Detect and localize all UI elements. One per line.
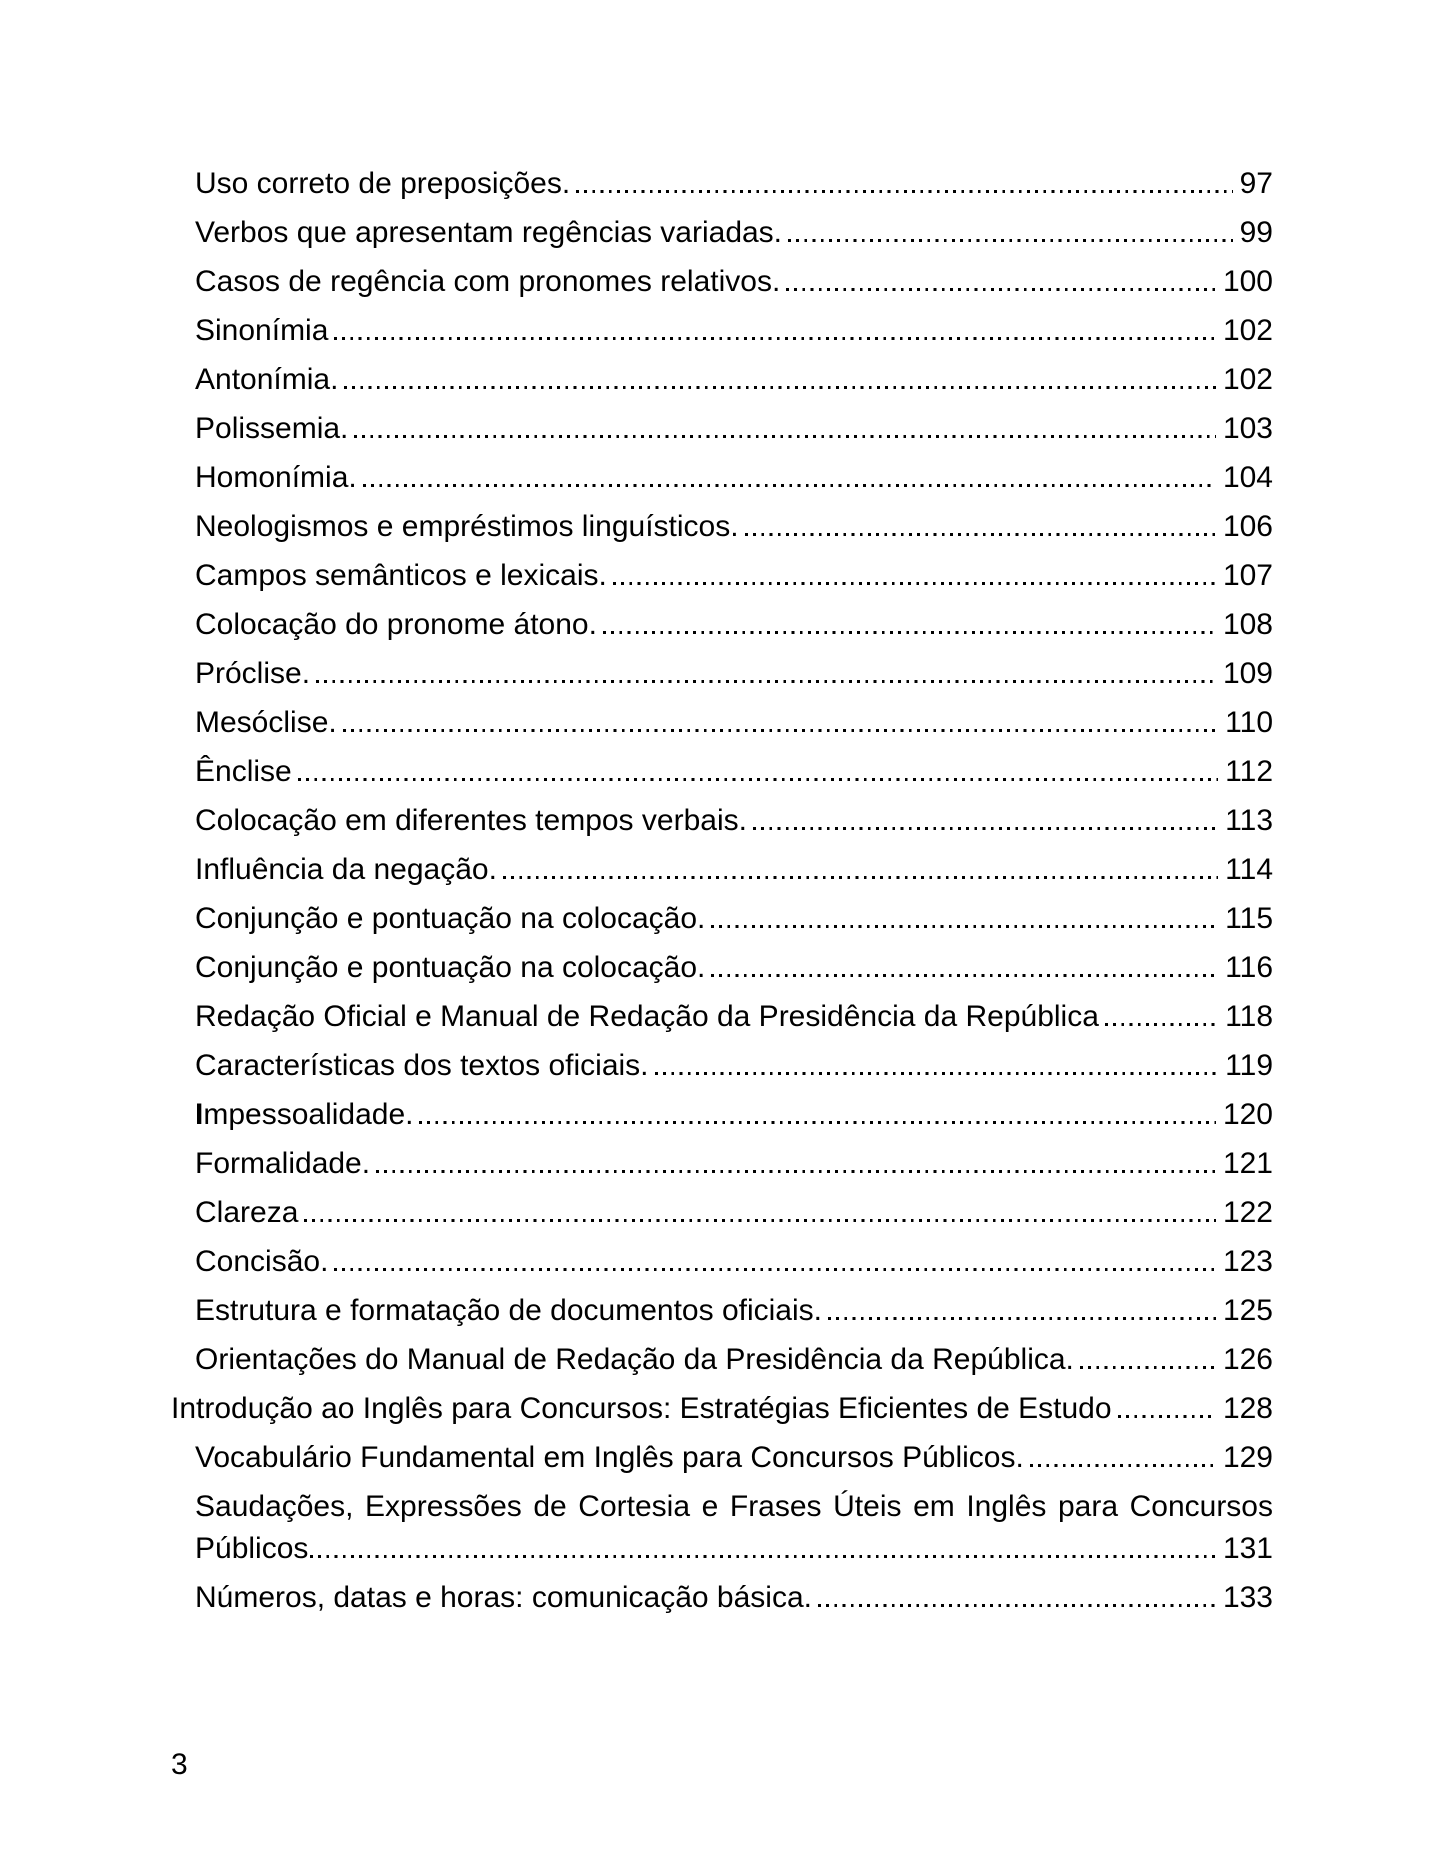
dot-leader [745, 533, 1216, 536]
dot-leader [343, 729, 1218, 732]
toc-entry [171, 506, 1273, 548]
toc-entry-line [195, 996, 1273, 1038]
toc-entry-line [195, 1192, 1273, 1234]
toc-page-number: 107 [1222, 559, 1273, 592]
toc-entry [171, 555, 1273, 597]
toc-entry-line [195, 653, 1273, 695]
toc-page-number: 104 [1222, 461, 1273, 494]
toc-entry [171, 1437, 1273, 1479]
toc-entry [171, 849, 1273, 891]
toc-page-number: 129 [1222, 1441, 1273, 1474]
toc-entry-line [195, 1528, 1273, 1570]
toc-page-number: 97 [1239, 167, 1273, 200]
dot-leader [304, 1219, 1216, 1222]
toc-entry-label: Vocabulário Fundamental em Inglês para Concursos Públicos. [195, 1441, 1024, 1474]
toc-entry [171, 1143, 1273, 1185]
toc-entry [171, 1290, 1273, 1332]
dot-leader [503, 876, 1218, 879]
toc-page-number: 122 [1222, 1196, 1273, 1229]
dot-leader [818, 1604, 1216, 1607]
toc-entry-line [195, 506, 1273, 548]
toc-page-number: 99 [1239, 216, 1273, 249]
toc-page-number: 102 [1222, 363, 1273, 396]
toc-entry [171, 212, 1273, 254]
dot-leader [334, 1268, 1216, 1271]
toc-entry [171, 359, 1273, 401]
toc-page-number: 100 [1222, 265, 1273, 298]
toc-entry-label: Influência da negação. [195, 853, 497, 886]
toc-entry-label: Impessoalidade. [195, 1098, 414, 1131]
toc-entry-label: Ênclise [195, 755, 292, 788]
toc-entry-line [195, 800, 1273, 842]
toc-entry-line [195, 1577, 1273, 1619]
toc-page-number: 126 [1222, 1343, 1273, 1376]
toc-entry-label-continued: Públicos [195, 1532, 309, 1565]
dot-leader [376, 1170, 1216, 1173]
dot-leader [298, 778, 1218, 781]
toc-page-number: 125 [1222, 1294, 1273, 1327]
toc-entry-line [171, 1388, 1273, 1430]
toc-entry-label: Homonímia. [195, 461, 357, 494]
dot-leader [419, 1121, 1215, 1124]
toc-entry [171, 1388, 1273, 1430]
toc-entry [171, 1045, 1273, 1087]
toc-entry [171, 898, 1273, 940]
toc-page-number: 133 [1222, 1581, 1273, 1614]
toc-entry [171, 800, 1273, 842]
toc-entry [171, 1094, 1273, 1136]
dot-leader [344, 386, 1216, 389]
toc-entry [171, 751, 1273, 793]
dot-leader [310, 1555, 1216, 1558]
toc-entry-label: Neologismos e empréstimos linguísticos. [195, 510, 739, 543]
toc-entry-line [195, 555, 1273, 597]
toc-page-number: 112 [1225, 755, 1273, 788]
toc-entry [171, 1486, 1273, 1570]
toc-entry-label: Casos de regência com pronomes relativos. [195, 265, 781, 298]
toc-entry-line [195, 1241, 1273, 1283]
dot-leader [828, 1317, 1216, 1320]
toc-entry-label: Conjunção e pontuação na colocação. [195, 951, 706, 984]
toc-entry-label: Estrutura e formatação de documentos oficiais. [195, 1294, 822, 1327]
toc-entry-label: Colocação do pronome átono. [195, 608, 597, 641]
dot-leader [788, 239, 1233, 242]
toc-entry-line [195, 310, 1273, 352]
dot-leader [316, 680, 1216, 683]
toc-page-number: 110 [1225, 706, 1273, 739]
toc-entry-line [195, 604, 1273, 646]
toc-entry-line [195, 1143, 1273, 1185]
toc-entry-label: Clareza [195, 1196, 299, 1229]
toc-entry-label: Conjunção e pontuação na colocação. [195, 902, 706, 935]
toc-entry [171, 702, 1273, 744]
toc-entry-line [195, 359, 1273, 401]
dot-leader [753, 827, 1218, 830]
toc-page-number: 118 [1225, 1000, 1273, 1033]
toc-entry-line [195, 1045, 1273, 1087]
toc-page-number: 131 [1222, 1532, 1273, 1565]
toc-entry-line [195, 898, 1273, 940]
dot-leader [603, 631, 1216, 634]
toc-entry [171, 947, 1273, 989]
toc-entry-label: Verbos que apresentam regências variadas. [195, 216, 783, 249]
toc-page-number: 119 [1225, 1049, 1273, 1082]
toc-entry-line [195, 1339, 1273, 1381]
toc-page-number: 102 [1222, 314, 1273, 347]
toc-entry-label: Colocação em diferentes tempos verbais. [195, 804, 747, 837]
toc-entry-line [195, 947, 1273, 989]
dot-leader [1118, 1415, 1216, 1418]
dot-leader [786, 288, 1216, 291]
toc-page-number: 103 [1222, 412, 1273, 445]
dot-leader [1030, 1464, 1216, 1467]
page-number: 3 [171, 1748, 188, 1781]
toc-entry-label: Sinonímia [195, 314, 329, 347]
dot-leader [576, 190, 1232, 193]
toc-entry [171, 1339, 1273, 1381]
toc-entry-line [195, 457, 1273, 499]
toc-entry-line [195, 702, 1273, 744]
toc-entry-line [195, 163, 1273, 205]
toc-page-number: 114 [1225, 853, 1273, 886]
toc-entry [171, 1192, 1273, 1234]
toc-page-number: 108 [1222, 608, 1273, 641]
dot-leader [1080, 1366, 1216, 1369]
toc-entry [171, 604, 1273, 646]
page-number-footer [171, 1744, 188, 1786]
toc-entry-label: Próclise. [195, 657, 311, 690]
dot-leader [334, 337, 1216, 340]
toc-entry-label: Polissemia. [195, 412, 349, 445]
toc-entry-label: Orientações do Manual de Redação da Presidência da República. [195, 1343, 1074, 1376]
toc-entry [171, 996, 1273, 1038]
toc-entry-label: Mesóclise. [195, 706, 337, 739]
toc-entry-label: Concisão. [195, 1245, 329, 1278]
toc-entry-line [195, 212, 1273, 254]
toc-entry-line [195, 408, 1273, 450]
toc-page-number: 106 [1222, 510, 1273, 543]
toc-entry-label: Redação Oficial e Manual de Redação da Presidência da República [195, 1000, 1099, 1033]
toc-page-number: 128 [1222, 1392, 1273, 1425]
toc-page-number: 121 [1222, 1147, 1273, 1180]
toc-page-number: 116 [1225, 951, 1273, 984]
toc-entry-line [195, 1437, 1273, 1479]
toc-page-number: 113 [1225, 804, 1273, 837]
toc-entry-label: Formalidade. [195, 1147, 371, 1180]
toc-entry-label: Campos semânticos e lexicais. [195, 559, 607, 592]
toc-entry-line [195, 1290, 1273, 1332]
toc-entry-label: Introdução ao Inglês para Concursos: Estratégias Eficientes de Estudo [171, 1392, 1112, 1425]
toc-entry-line [195, 751, 1273, 793]
toc-entry [171, 408, 1273, 450]
dot-leader [613, 582, 1216, 585]
toc-entry [171, 310, 1273, 352]
toc-page-number: 123 [1222, 1245, 1273, 1278]
toc-entry [171, 653, 1273, 695]
toc-entry-label: Características dos textos oficiais. [195, 1049, 649, 1082]
toc-entry-label: Uso correto de preposições. [195, 167, 571, 200]
toc-entry-label: Números, datas e horas: comunicação básica. [195, 1581, 812, 1614]
dot-leader [711, 974, 1218, 977]
toc-entry-label: Saudações, Expressões de Cortesia e Frases Úteis em Inglês para Concursos [195, 1490, 1273, 1523]
toc-entry-line [195, 1486, 1273, 1528]
dot-leader [655, 1072, 1219, 1075]
toc-page-number: 115 [1225, 902, 1273, 935]
toc-entry-label: Antonímia. [195, 363, 339, 396]
toc-entry [171, 163, 1273, 205]
toc-entry [171, 261, 1273, 303]
toc-entry [171, 1241, 1273, 1283]
toc-entry [171, 1577, 1273, 1619]
toc-entry-line [195, 261, 1273, 303]
toc-entry-line [195, 1094, 1273, 1136]
toc-page-number: 120 [1222, 1098, 1273, 1131]
dot-leader [363, 484, 1216, 487]
table-of-contents [171, 163, 1273, 1626]
toc-entry-line [195, 849, 1273, 891]
dot-leader [711, 925, 1218, 928]
toc-page-number: 109 [1222, 657, 1273, 690]
dot-leader [1105, 1023, 1218, 1026]
toc-entry [171, 457, 1273, 499]
dot-leader [354, 435, 1216, 438]
